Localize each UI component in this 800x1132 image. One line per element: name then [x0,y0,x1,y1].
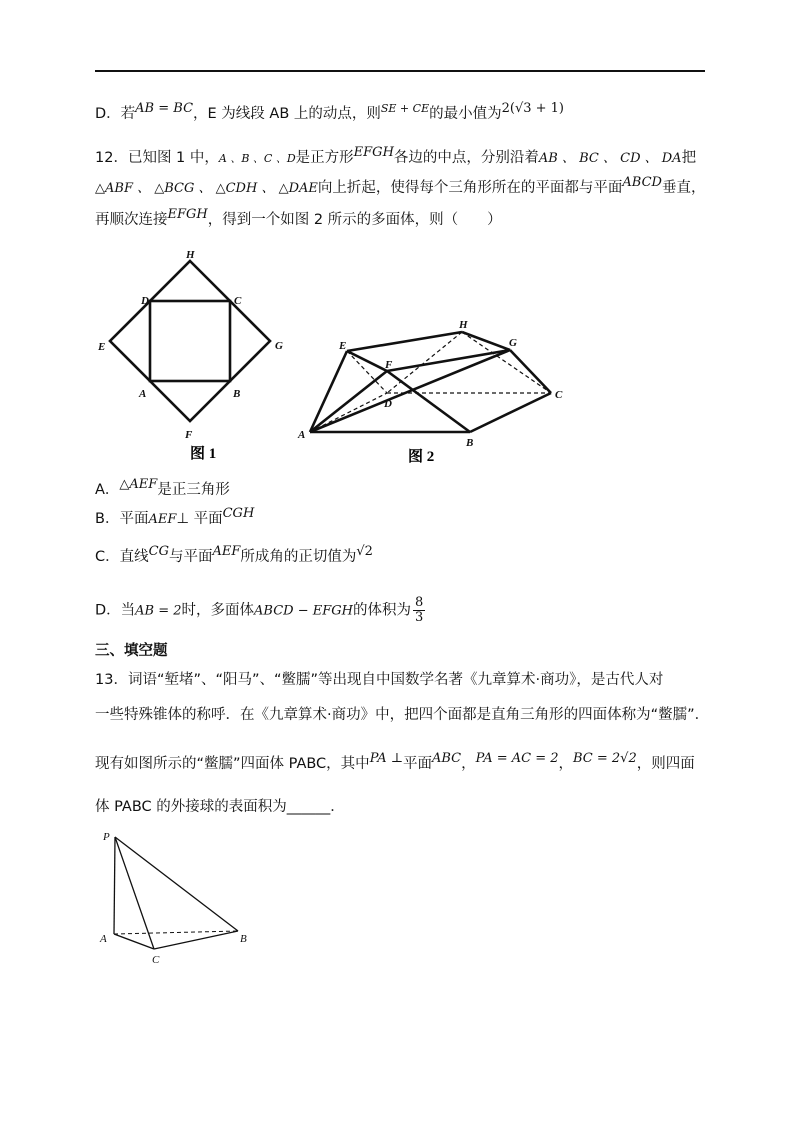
fig1-label-g: G [275,340,283,352]
q13-line4: 体 PABC 的外接球的表面积为______． [95,799,345,815]
q12-stem-line3: 再顺次连接EFGH，得到一个如图 2 所示的多面体，则（ ） [95,207,502,228]
tetra-label-c: C [152,954,160,966]
fig1-label-d: D [141,295,149,307]
figure-1 [95,248,295,463]
fig1-label-c: C [234,295,242,307]
q13-line1: 13．词语“堑堵”、“阳马”、“鳖臑”等出现自中国数学名著《九章算术·商功》，是古代人对 [95,672,664,688]
tetra-label-b: B [240,933,247,945]
q12-stem-line2: △ABF 、 △BCG 、 △CDH 、 △DAE向上折起，使得每个三角形所在的平面都与平面ABCD垂直， [95,175,706,196]
q12-stem-line1: 12．已知图 1 中，A 、B 、C 、D是正方形EFGH各边的中点，分别沿着AB 、 BC 、 CD 、 DA把 [95,145,697,166]
tetra-label-p: P [103,831,110,843]
fig1-label-f: F [185,429,193,441]
fig2-label-d: D [384,398,392,410]
q12-option-c: C．直线CG与平面AEF所成角的正切值为√2 [95,544,373,565]
fig2-label-f: F [385,359,393,371]
fig2-label-a: A [298,429,306,441]
q12-option-a: A．△AEF是正三角形 [95,477,230,498]
section-heading: 三、填空题 [95,643,168,659]
fig2-label-h: H [459,319,468,331]
figure-2 [290,315,575,465]
fig2-caption: 图 2 [408,449,435,465]
figure-tetrahedron [95,828,260,970]
q12-option-d: D．当AB = 2时，多面体ABCD − EFGH的体积为 $\frac{8}{3}$ [95,595,424,625]
header-rule [95,70,705,72]
fig2-label-b: B [466,437,474,449]
square-efgh [110,261,270,421]
fig2-label-c: C [555,389,563,401]
q11-option-d: D．若AB = BC，E 为线段 AB 上的动点，则$^{SE + CE}$的最小值为2(√3 + 1) [95,101,565,122]
volume-fraction: $\frac{8}{3}$ [415,595,424,625]
fig1-caption: 图 1 [190,446,217,462]
q12-option-b: B．平面AEF⊥ 平面CGH [95,506,255,527]
q13-line2: 一些特殊锥体的称呼．在《九章算术·商功》中，把四个面都是直角三角形的四面体称为“鳖臑”． [95,707,710,723]
fig1-label-b: B [233,388,241,400]
q13-line3: 现有如图所示的“鳖臑”四面体 PABC，其中PA ⊥平面ABC，PA = AC = 2，BC = 2√2，则四面 [95,751,695,772]
fig1-label-e: E [98,341,106,353]
tetra-label-a: A [100,933,107,945]
fig2-label-e: E [339,340,347,352]
square-abcd [150,301,230,381]
fig2-label-g: G [509,337,517,349]
fig1-label-a: A [139,388,147,400]
fig1-label-h: H [186,249,195,261]
